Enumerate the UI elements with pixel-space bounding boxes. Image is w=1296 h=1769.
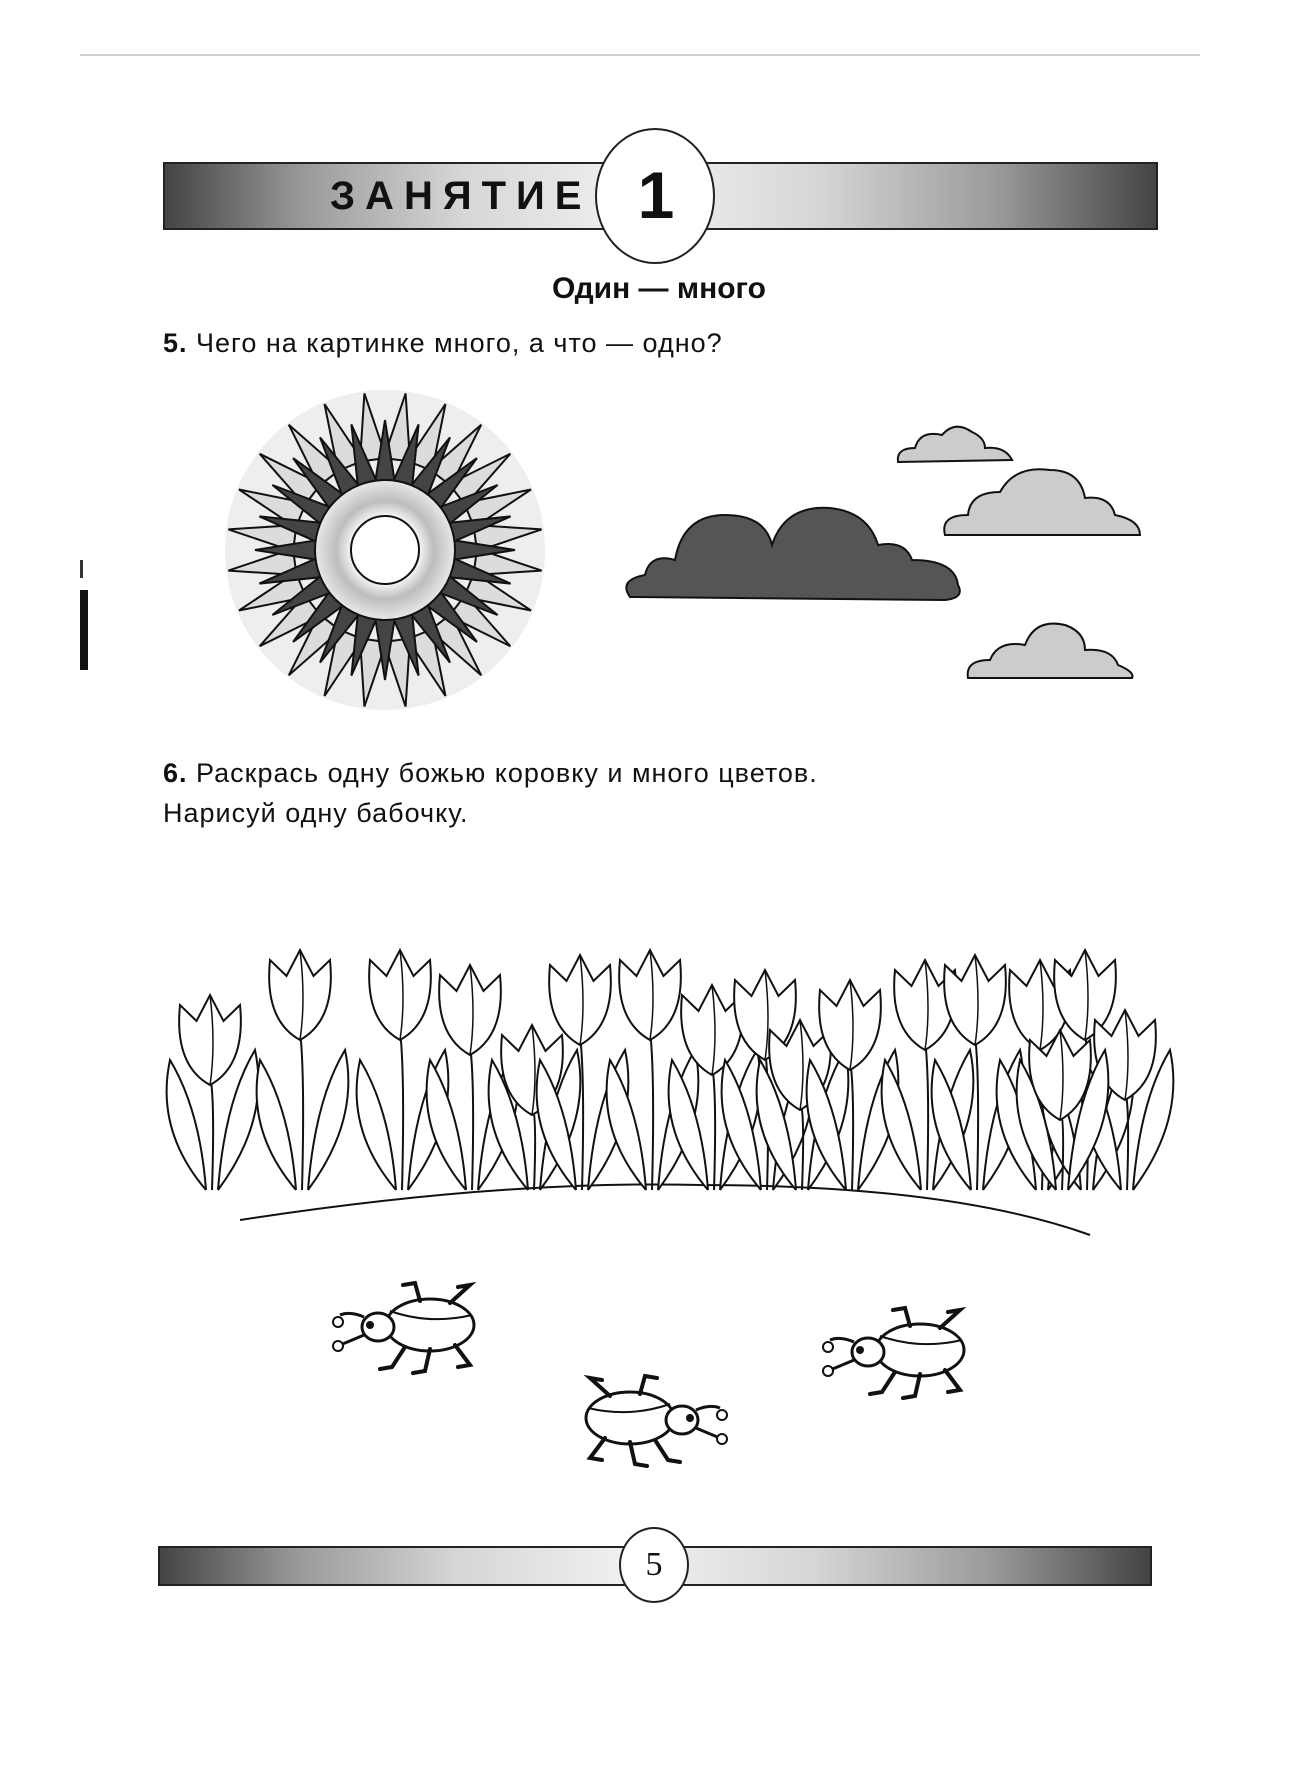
page-title: Один — много [552,272,766,305]
tulip-field [167,950,1174,1190]
tulip-icon [257,950,349,1190]
task-number: 5. [163,328,188,358]
page-number: 5 [645,1546,663,1583]
ladybug-icon [823,1308,964,1398]
task-text: Раскрась одну божью коровку и много цветов. [196,758,818,788]
task-text: Чего на картинке много, а что — одно? [196,328,723,358]
task-6-line-2: Нарисуй одну бабочку. [163,798,469,828]
tulip-icon [167,995,259,1190]
ladybug-icon [586,1376,727,1466]
ladybug-icon [333,1283,474,1373]
lesson-number: 1 [637,158,675,232]
lesson-word: ЗАНЯТИЕ [330,174,592,218]
ladybug-group [333,1283,964,1466]
task-number: 6. [163,758,188,788]
ground-line [240,1184,1090,1235]
